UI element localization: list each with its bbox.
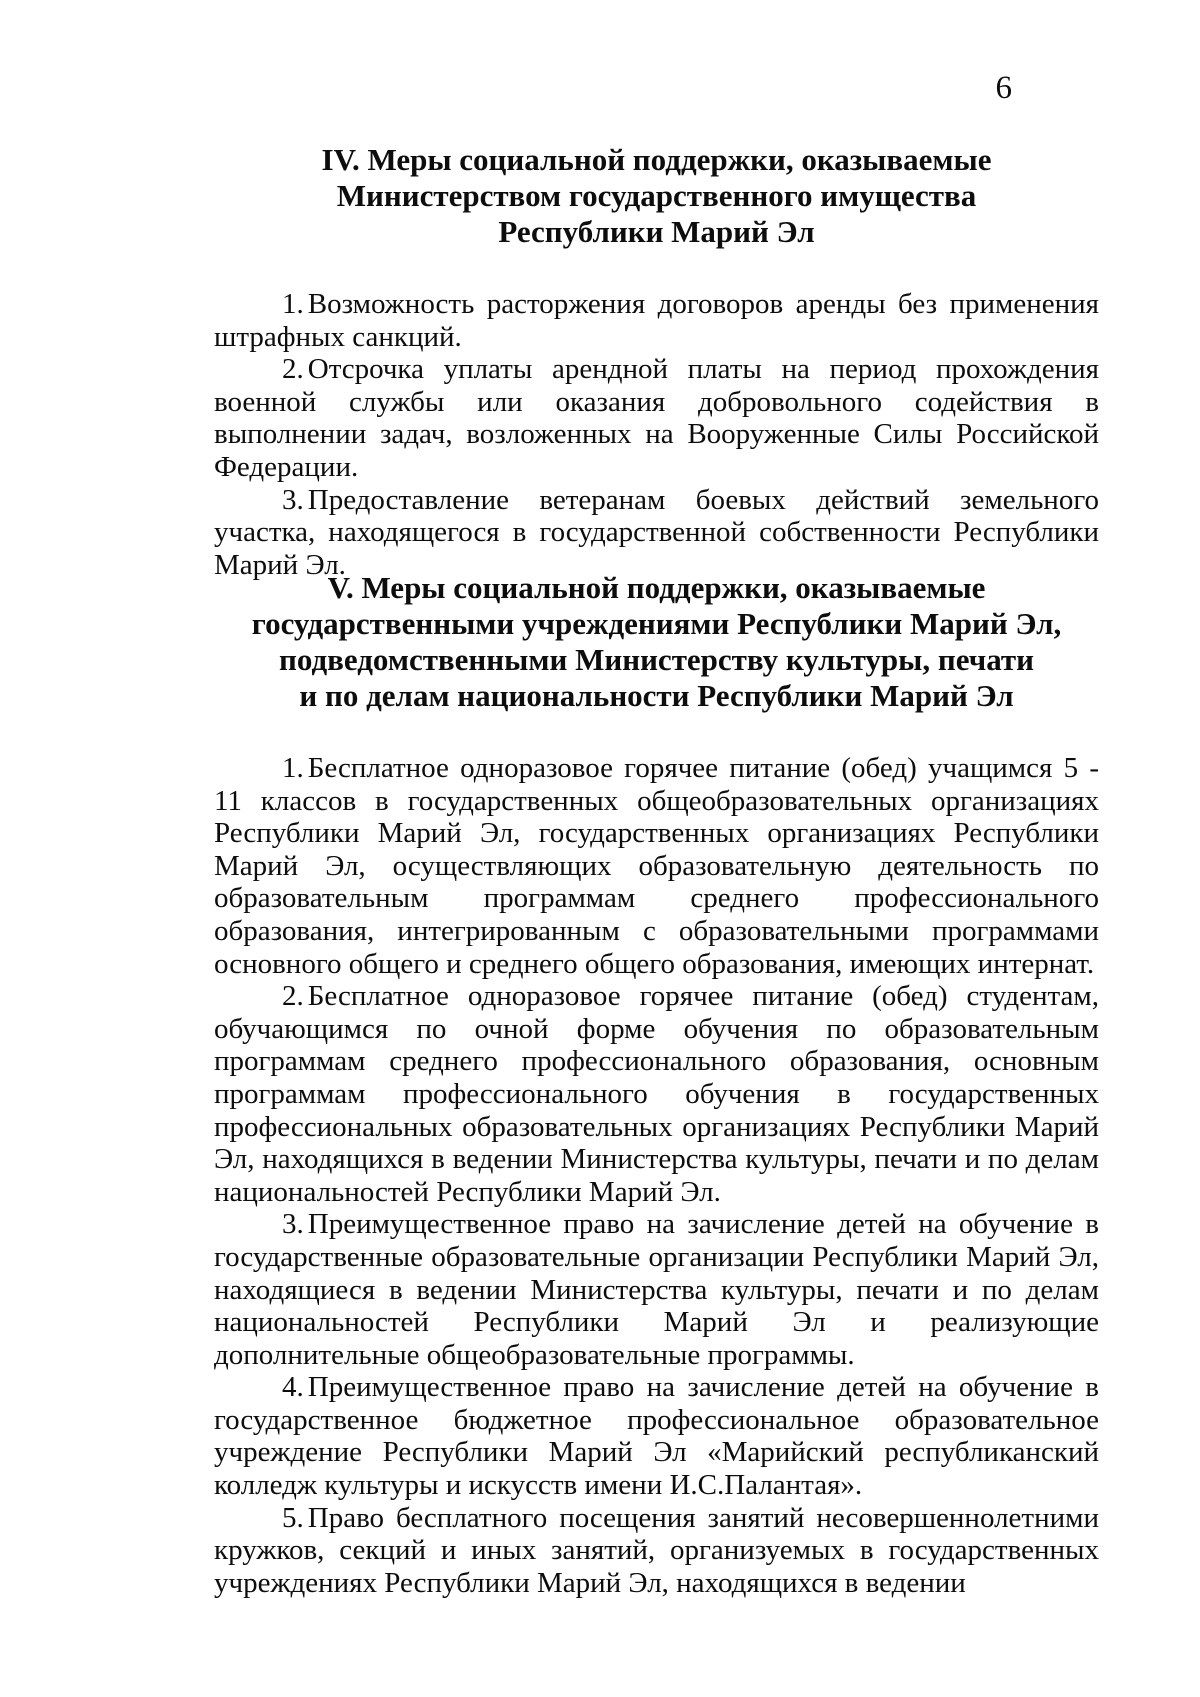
section-v-heading-line: государственными учреждениями Республики Марий Эл, <box>251 606 1062 641</box>
item-text: Право бесплатного посещения занятий несовершеннолетними кружков, секций и иных занятий, организуемых в государственных учреждениях Республики Марий Эл, находящихся в ведении <box>214 1501 1099 1599</box>
section-iv-item-2 <box>214 353 1099 483</box>
section-v-item-1 <box>214 752 1099 980</box>
item-text: Отсрочка уплаты арендной платы на период прохождения военной службы или оказания добровольного содействия в выполнении задач, возложенных на Вооруженные Силы Российской Федерации. <box>214 353 1099 483</box>
item-text: Возможность расторжения договоров аренды без применения штрафных санкций. <box>214 288 1099 353</box>
item-number: 1. <box>282 288 304 320</box>
section-iv-heading-line: Министерством государственного имущества <box>336 178 977 213</box>
item-number: 3. <box>282 1208 304 1241</box>
section-iv-heading-line: Республики Марий Эл <box>498 214 815 249</box>
section-v-heading-line: и по делам национальности Республики Марий Эл <box>299 678 1014 713</box>
item-number: 3. <box>282 483 304 516</box>
section-v-heading-line: V. Меры социальной поддержки, оказываемые <box>327 570 986 605</box>
section-v-item-4 <box>214 1371 1099 1501</box>
section-v-item-5 <box>214 1502 1099 1600</box>
item-text: Преимущественное право на зачисление детей на обучение в государственное бюджетное профессиональное образовательное учреждение Республики Марий Эл «Марийский республиканский колледж культуры и искусств имени И.С.Палантая». <box>214 1371 1099 1502</box>
section-iv <box>214 142 1099 581</box>
section-v-heading-line: подведомственными Министерству культуры, печати <box>279 642 1034 677</box>
item-number: 2. <box>282 980 304 1013</box>
section-v <box>214 570 1099 1599</box>
section-iv-item-1 <box>214 288 1099 353</box>
section-v-item-2 <box>214 980 1099 1208</box>
item-text: Бесплатное одноразовое горячее питание (обед) студентам, обучающимся по очной форме обучения по образовательным программам среднего профессионального образования, основным программам профессионального обучения в государственных профессиональных образовательных организациях Республики Марий Эл, находящихся в ведении Министерства культуры, печати и по делам национальностей Республики Марий Эл. <box>214 980 1099 1208</box>
section-iv-heading <box>214 142 1099 250</box>
item-text: Предоставление ветеранам боевых действий земельного участка, находящегося в государственной собственности Республики Марий Эл. <box>214 483 1099 581</box>
section-iv-heading-line: IV. Меры социальной поддержки, оказываемые <box>321 142 992 177</box>
item-number: 2. <box>282 353 304 386</box>
section-iv-item-3 <box>214 484 1099 582</box>
item-text: Преимущественное право на зачисление детей на обучение в государственные образовательные организации Республики Марий Эл, находящиеся в ведении Министерства культуры, печати и по делам национальностей Республики Марий Эл и реализующие дополнительные общеобразовательные программы. <box>214 1208 1099 1371</box>
section-v-heading <box>214 570 1099 714</box>
section-v-item-3 <box>214 1208 1099 1371</box>
item-text: Бесплатное одноразовое горячее питание (обед) учащимся 5 - 11 классов в государственных общеобразовательных организациях Республики Марий Эл, государственных организациях Республики Марий Эл, осуществляющих образовательную деятельность по образовательным программам среднего профессионального образования, интегрированным с образовательными программами основного общего и среднего общего образования, имеющих интернат. <box>214 752 1099 980</box>
item-number: 5. <box>282 1501 304 1534</box>
page-number: 6 <box>995 70 1012 106</box>
item-number: 1. <box>282 752 304 784</box>
item-number: 4. <box>282 1371 304 1404</box>
